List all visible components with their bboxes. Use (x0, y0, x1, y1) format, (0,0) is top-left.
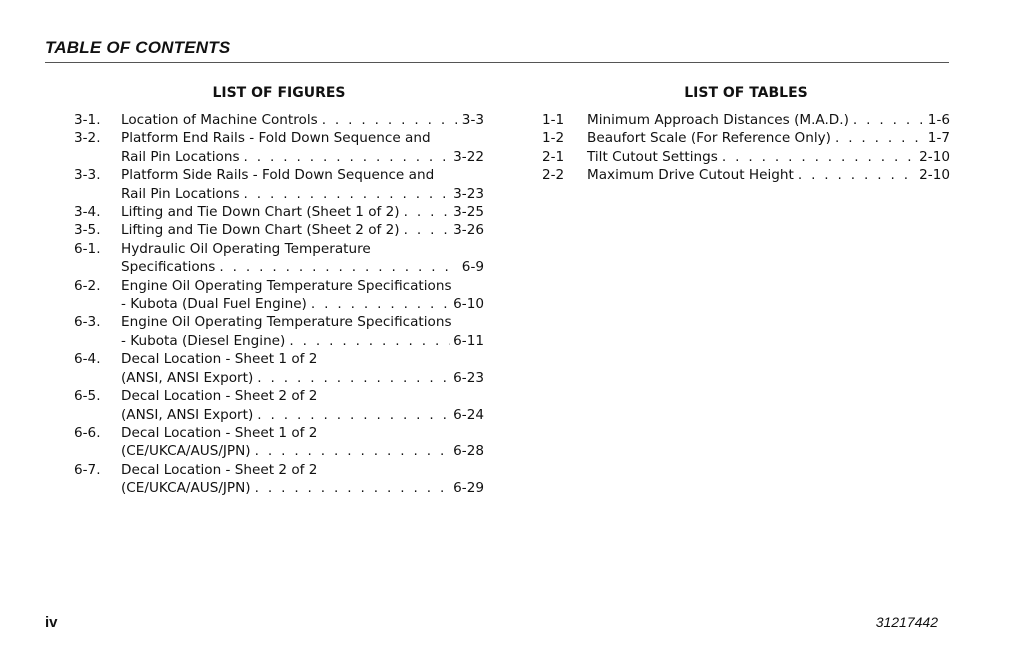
dot-leader (798, 166, 916, 184)
figure-title-text: (CE/UKCA/AUS/JPN) (121, 443, 251, 460)
figure-page-number[interactable]: 6-10 (453, 296, 484, 313)
figure-number: 6-5. (74, 388, 101, 405)
dot-leader (322, 111, 459, 129)
table-title (587, 129, 950, 147)
figure-number: 3-1. (74, 112, 101, 128)
figure-leader-line (121, 442, 484, 460)
figure-leader-line (121, 479, 484, 497)
dot-leader (257, 406, 450, 424)
figure-leader-line (121, 221, 484, 239)
dot-leader (255, 442, 451, 460)
figure-title-line: Platform Side Rails - Fold Down Sequence and (121, 167, 435, 184)
figure-page-number[interactable]: 3-25 (453, 204, 484, 221)
figure-number: 3-4. (74, 204, 101, 221)
dot-leader (289, 332, 450, 350)
figure-title-line: Decal Location - Sheet 1 of 2 (121, 351, 318, 368)
table-entry[interactable] (542, 129, 950, 147)
figure-title-text: Lifting and Tie Down Chart (Sheet 2 of 2) (121, 222, 400, 239)
figure-title-line: Decal Location - Sheet 1 of 2 (121, 424, 318, 441)
figure-entry[interactable] (74, 350, 484, 387)
footer-document-number: 31217442 (875, 614, 938, 630)
figure-leader-line (121, 203, 484, 221)
table-leader-line (587, 129, 950, 147)
figure-title-line: Hydraulic Oil Operating Temperature (121, 240, 371, 257)
footer-page-number: iv (45, 614, 58, 631)
dot-leader (219, 258, 458, 276)
figure-title (121, 166, 484, 203)
table-title-text: Beaufort Scale (For Reference Only) (587, 130, 831, 147)
figure-entry[interactable] (74, 111, 484, 129)
table-title-text: Minimum Approach Distances (M.A.D.) (587, 112, 849, 128)
figure-title-text: (CE/UKCA/AUS/JPN) (121, 480, 251, 497)
table-number: 2-2 (542, 167, 565, 184)
figure-page-number[interactable]: 3-22 (453, 148, 484, 165)
table-number: 1-2 (542, 130, 565, 147)
figure-number: 3-3. (74, 167, 101, 184)
figure-page-number[interactable]: 6-23 (453, 369, 484, 386)
figure-title-text: (ANSI, ANSI Export) (121, 369, 254, 386)
figure-entry[interactable] (74, 240, 484, 277)
figure-entry[interactable] (74, 221, 484, 239)
figure-page-number[interactable]: 3-26 (453, 222, 484, 239)
figure-title (121, 461, 484, 498)
figure-leader-line (121, 185, 484, 203)
figure-number: 3-2. (74, 130, 101, 147)
figure-title-text: - Kubota (Dual Fuel Engine) (121, 296, 307, 313)
figure-number: 6-4. (74, 351, 101, 368)
figure-title-line: Decal Location - Sheet 2 of 2 (121, 461, 318, 478)
figure-page-number[interactable]: 3-23 (453, 185, 484, 202)
table-leader-line (587, 111, 950, 129)
table-title (587, 111, 950, 129)
figure-entry[interactable] (74, 277, 484, 314)
figure-title-text: Rail Pin Locations (121, 148, 240, 165)
figure-number: 6-6. (74, 424, 101, 441)
figure-page-number[interactable]: 3-3 (461, 112, 484, 128)
figures-entries (74, 111, 484, 498)
figure-number: 6-2. (74, 277, 101, 294)
figure-title (121, 129, 484, 166)
header-divider (45, 62, 949, 63)
table-leader-line (587, 148, 950, 166)
figure-title (121, 203, 484, 221)
table-title-text: Maximum Drive Cutout Height (587, 167, 794, 184)
figure-page-number[interactable]: 6-11 (453, 332, 484, 349)
figure-title-text: Location of Machine Controls (121, 112, 318, 128)
table-page-number[interactable]: 2-10 (919, 167, 950, 184)
figure-leader-line (121, 111, 484, 129)
dot-leader (404, 203, 451, 221)
table-entry[interactable] (542, 111, 950, 129)
table-leader-line (587, 166, 950, 184)
figure-title (121, 111, 484, 129)
dot-leader (722, 148, 916, 166)
figure-title-line: Engine Oil Operating Temperature Specifications (121, 277, 452, 294)
figure-leader-line (121, 295, 484, 313)
table-page-number[interactable]: 1-7 (927, 130, 950, 147)
figure-title-line: Platform End Rails - Fold Down Sequence and (121, 130, 431, 147)
figure-title-text: (ANSI, ANSI Export) (121, 406, 254, 423)
figure-title-line: Decal Location - Sheet 2 of 2 (121, 388, 318, 405)
list-of-tables-heading: LIST OF TABLES (684, 85, 808, 101)
figure-title-text: Rail Pin Locations (121, 185, 240, 202)
list-of-figures-heading: LIST OF FIGURES (212, 85, 346, 101)
figure-title (121, 387, 484, 424)
figure-entry[interactable] (74, 129, 484, 166)
dot-leader (311, 295, 450, 313)
dot-leader (255, 479, 451, 497)
figure-title (121, 221, 484, 239)
figure-title-text: - Kubota (Diesel Engine) (121, 332, 286, 349)
dot-leader (853, 111, 925, 129)
dot-leader (244, 148, 451, 166)
table-entry[interactable] (542, 148, 950, 166)
dot-leader (835, 129, 925, 147)
table-entry[interactable] (542, 166, 950, 184)
figure-title (121, 277, 484, 314)
figure-entry[interactable] (74, 203, 484, 221)
figure-number: 6-3. (74, 314, 101, 331)
figure-leader-line (121, 369, 484, 387)
figure-entry[interactable] (74, 424, 484, 461)
table-page-number[interactable]: 2-10 (919, 148, 950, 165)
figure-page-number[interactable]: 6-29 (453, 480, 484, 497)
list-of-figures (74, 83, 484, 498)
figure-leader-line (121, 148, 484, 166)
figure-number: 6-7. (74, 461, 101, 478)
figure-title (121, 350, 484, 387)
figure-leader-line (121, 406, 484, 424)
list-of-tables (542, 83, 950, 185)
table-title-text: Tilt Cutout Settings (587, 148, 718, 165)
figure-page-number[interactable]: 6-28 (453, 443, 484, 460)
figure-leader-line (121, 258, 484, 276)
dot-leader (257, 369, 450, 387)
table-title (587, 166, 950, 184)
dot-leader (244, 185, 451, 203)
figure-number: 3-5. (74, 222, 101, 239)
figure-page-number[interactable]: 6-24 (453, 406, 484, 423)
figure-entry[interactable] (74, 387, 484, 424)
figure-entry[interactable] (74, 461, 484, 498)
figure-title-text: Lifting and Tie Down Chart (Sheet 1 of 2) (121, 204, 400, 221)
figure-leader-line (121, 332, 484, 350)
table-page-number[interactable]: 1-6 (927, 112, 950, 128)
figure-entry[interactable] (74, 313, 484, 350)
tables-entries (542, 111, 950, 185)
dot-leader (404, 221, 451, 239)
figure-title-line: Engine Oil Operating Temperature Specifications (121, 314, 452, 331)
figure-title (121, 240, 484, 277)
figure-title-text: Specifications (121, 259, 216, 276)
table-title (587, 148, 950, 166)
figure-number: 6-1. (74, 240, 101, 257)
table-number: 1-1 (542, 112, 565, 128)
figure-title (121, 313, 484, 350)
figure-entry[interactable] (74, 166, 484, 203)
figure-title (121, 424, 484, 461)
page-header-title: TABLE OF CONTENTS (45, 38, 231, 57)
figure-page-number[interactable]: 6-9 (461, 259, 484, 276)
table-number: 2-1 (542, 148, 565, 165)
